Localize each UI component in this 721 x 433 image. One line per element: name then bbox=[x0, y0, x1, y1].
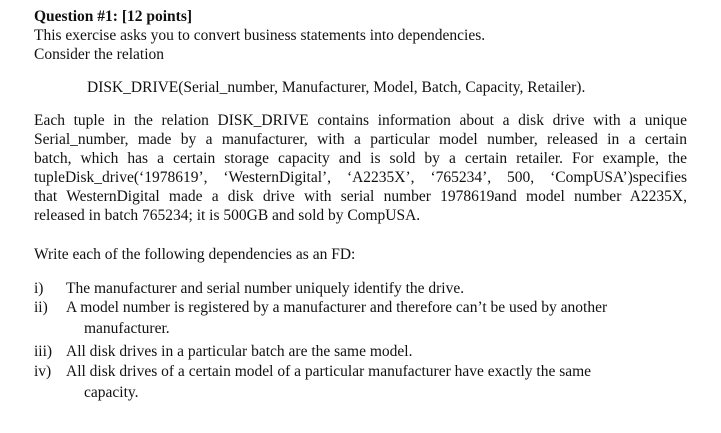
paragraph-line: released in batch 765234; it is 500GB and sold by CompUSA. bbox=[34, 207, 421, 224]
list-item-number: i) bbox=[34, 280, 44, 297]
intro-line-2: Consider the relation bbox=[34, 46, 164, 63]
list-item-continuation: manufacturer. bbox=[84, 320, 170, 337]
paragraph-line: Each tuple in the relation DISK_DRIVE contains information about a disk drive with a unique bbox=[34, 112, 687, 129]
paragraph-line: batch, which has a certain storage capacity and is sold by a certain retailer. For example, the bbox=[34, 150, 687, 167]
instruction-text: Write each of the following dependencies as an FD: bbox=[34, 246, 356, 263]
list-item-text: All disk drives in a particular batch are the same model. bbox=[66, 343, 413, 360]
list-item-number: iii) bbox=[34, 343, 53, 360]
list-item-text: The manufacturer and serial number uniquely identify the drive. bbox=[66, 280, 465, 297]
list-item-number: iv) bbox=[34, 363, 52, 380]
paragraph-line: that WesternDigital made a disk drive with serial number 1978619and model number A2235X, bbox=[34, 188, 687, 205]
relation-schema: DISK_DRIVE(Serial_number, Manufacturer, Model, Batch, Capacity, Retailer). bbox=[87, 79, 586, 96]
list-item-number: ii) bbox=[34, 299, 48, 316]
paragraph-line: Serial_number, made by a manufacturer, with a particular model number, released in a certain bbox=[34, 131, 687, 148]
paragraph-line: tupleDisk_drive(‘1978619’, ‘WesternDigital’, ‘A2235X’, ‘765234’, 500, ‘CompUSA’)specifies bbox=[34, 169, 687, 186]
list-item-text: A model number is registered by a manufacturer and therefore can’t be used by another bbox=[66, 299, 608, 316]
list-item-text: All disk drives of a certain model of a particular manufacturer have exactly the same bbox=[66, 363, 592, 380]
list-item-continuation: capacity. bbox=[84, 384, 139, 401]
question-title: Question #1: [12 points] bbox=[34, 8, 193, 25]
intro-line-1: This exercise asks you to convert business statements into dependencies. bbox=[34, 27, 486, 44]
